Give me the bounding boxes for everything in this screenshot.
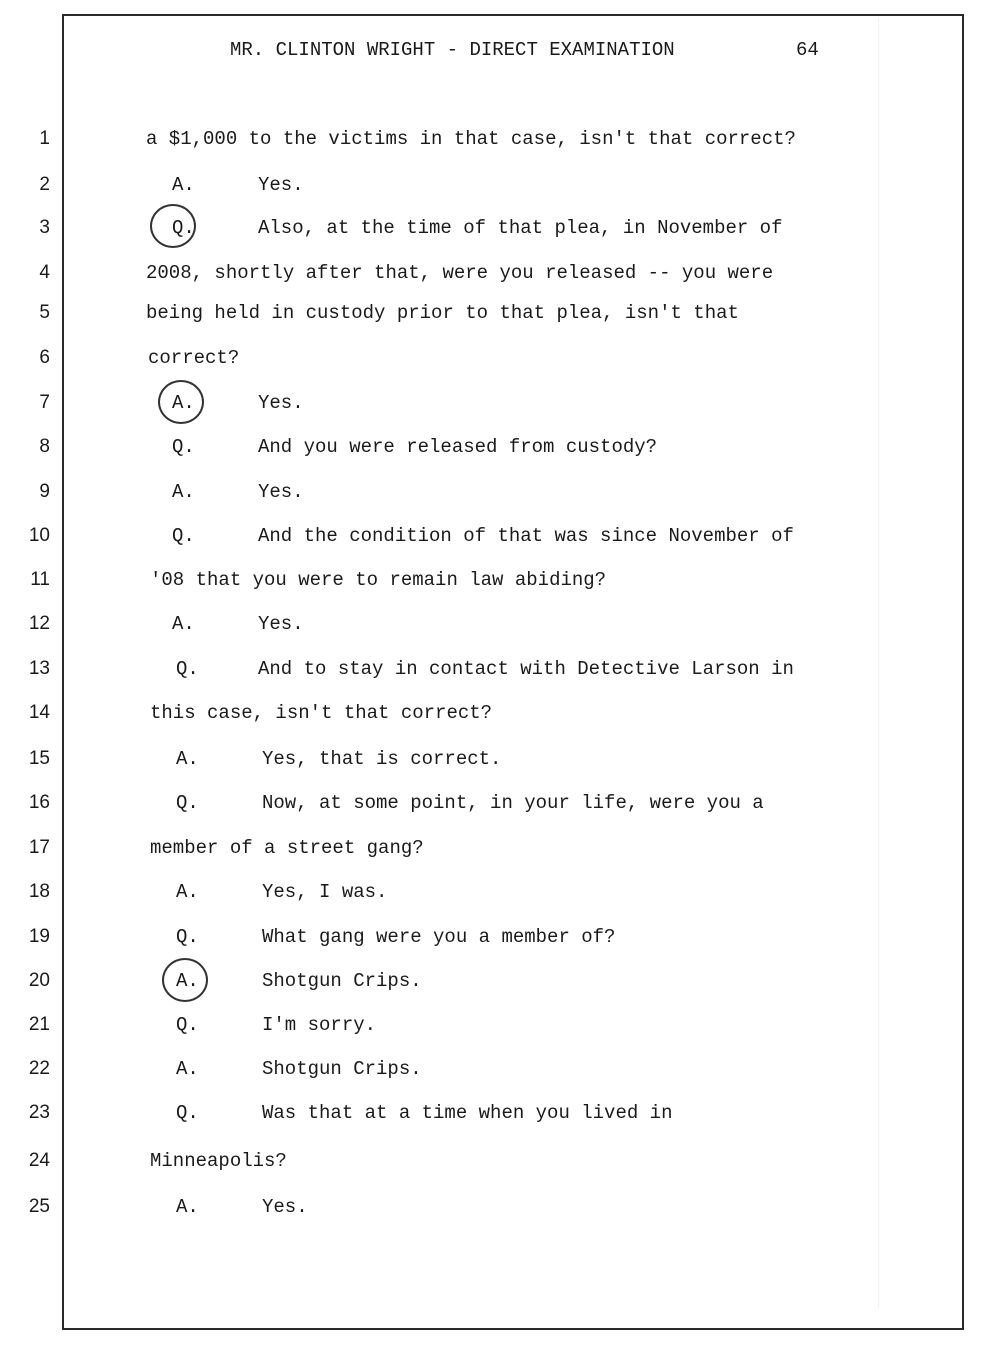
line-number: 14 (28, 702, 50, 723)
page-header (230, 39, 819, 61)
testimony-text: Now, at some point, in your life, were you a (262, 792, 764, 814)
testimony-text: 2008, shortly after that, were you released -- you were (146, 262, 774, 284)
testimony-text: Shotgun Crips. (262, 1058, 422, 1080)
handwritten-circle-mark (162, 958, 208, 1002)
testimony-text: Yes. (258, 481, 304, 503)
handwritten-circle-mark (158, 380, 204, 424)
testimony-text: being held in custody prior to that plea, isn't that (146, 302, 739, 324)
testimony-text: correct? (148, 347, 240, 369)
line-number: 23 (28, 1102, 50, 1123)
speaker-marker: A. (176, 970, 199, 992)
testimony-text: Yes. (258, 613, 304, 635)
testimony-text: And the condition of that was since November of (258, 525, 794, 547)
testimony-text: '08 that you were to remain law abiding? (150, 569, 607, 591)
speaker-marker: A. (172, 174, 195, 196)
testimony-text: Was that at a time when you lived in (262, 1102, 673, 1124)
line-number: 5 (39, 302, 50, 323)
testimony-text: Shotgun Crips. (262, 970, 422, 992)
line-number: 2 (39, 174, 50, 195)
speaker-marker: A. (176, 748, 199, 770)
testimony-text: a $1,000 to the victims in that case, isn't that correct? (146, 128, 796, 150)
testimony-text: And to stay in contact with Detective Larson in (258, 658, 794, 680)
line-number: 24 (28, 1150, 50, 1171)
speaker-marker: A. (176, 1058, 199, 1080)
line-number: 15 (28, 748, 50, 769)
show-through-margin (878, 18, 989, 1308)
testimony-text: this case, isn't that correct? (150, 702, 493, 724)
line-number: 8 (39, 436, 50, 457)
line-number: 25 (28, 1196, 50, 1217)
line-number: 16 (28, 792, 50, 813)
speaker-marker: A. (176, 1196, 199, 1218)
line-number: 12 (28, 613, 50, 634)
speaker-marker: Q. (176, 926, 199, 948)
speaker-marker: A. (172, 481, 195, 503)
line-number: 1 (39, 128, 50, 149)
line-number: 9 (39, 481, 50, 502)
speaker-marker: Q. (172, 525, 195, 547)
line-number: 7 (39, 392, 50, 413)
testimony-text: Yes. (258, 174, 304, 196)
line-number: 10 (28, 525, 50, 546)
testimony-text: I'm sorry. (262, 1014, 377, 1036)
line-number: 22 (28, 1058, 50, 1079)
line-number: 3 (39, 217, 50, 238)
testimony-text: Also, at the time of that plea, in November of (258, 217, 783, 239)
line-number: 18 (28, 881, 50, 902)
testimony-text: And you were released from custody? (258, 436, 658, 458)
line-number: 6 (39, 347, 50, 368)
testimony-text: member of a street gang? (150, 837, 424, 859)
line-number: 20 (28, 970, 50, 991)
speaker-marker: Q. (176, 1014, 199, 1036)
line-number: 19 (28, 926, 50, 947)
line-number: 4 (39, 262, 50, 283)
speaker-marker: A. (172, 392, 195, 414)
testimony-text: Yes, that is correct. (262, 748, 502, 770)
speaker-marker: Q. (176, 658, 199, 680)
line-number: 21 (28, 1014, 50, 1035)
handwritten-circle-mark (150, 204, 196, 248)
testimony-text: Yes. (262, 1196, 308, 1218)
page-number: 64 (796, 39, 819, 61)
speaker-marker: Q. (172, 436, 195, 458)
speaker-marker: Q. (172, 217, 195, 239)
line-number: 17 (28, 837, 50, 858)
speaker-marker: Q. (176, 1102, 199, 1124)
speaker-marker: A. (172, 613, 195, 635)
speaker-marker: Q. (176, 792, 199, 814)
header-title: MR. CLINTON WRIGHT - DIRECT EXAMINATION (230, 39, 675, 61)
line-number: 13 (28, 658, 50, 679)
testimony-text: Yes. (258, 392, 304, 414)
testimony-text: Yes, I was. (262, 881, 388, 903)
speaker-marker: A. (176, 881, 199, 903)
testimony-text: What gang were you a member of? (262, 926, 616, 948)
testimony-text: Minneapolis? (150, 1150, 287, 1172)
line-number: 11 (30, 569, 50, 590)
